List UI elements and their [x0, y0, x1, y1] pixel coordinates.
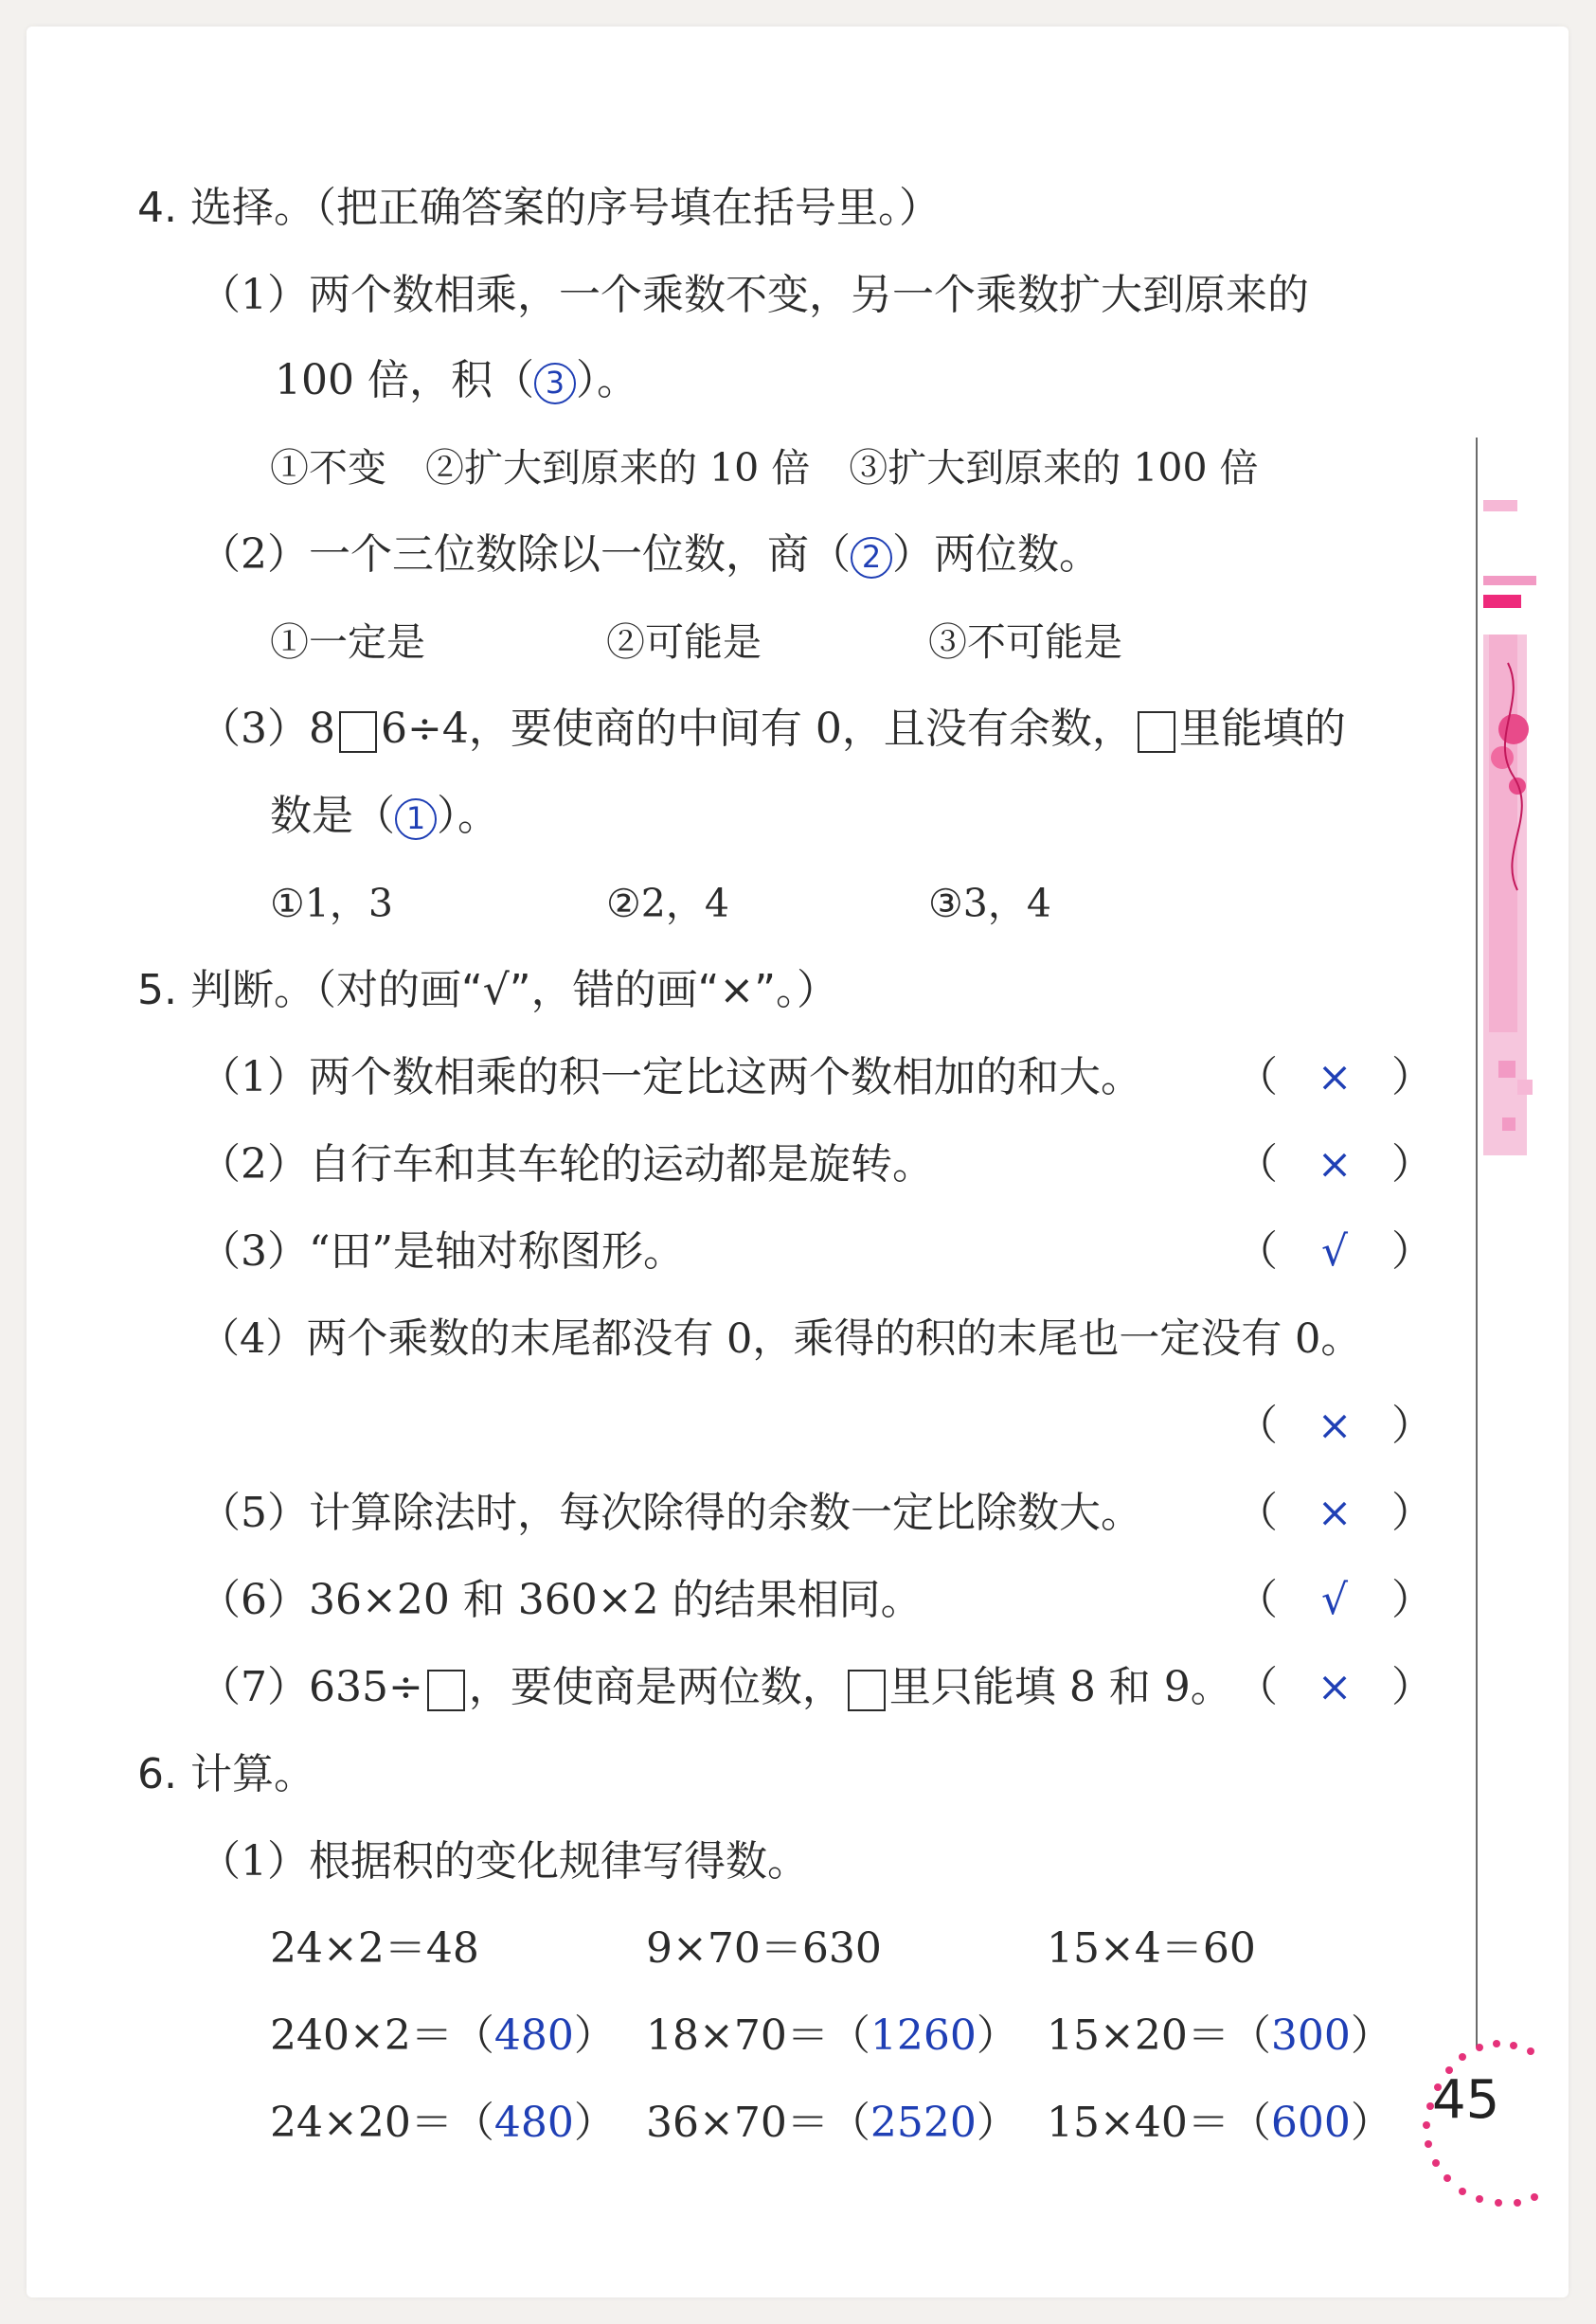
q5-answer-6 [1236, 1572, 1433, 1629]
calc-3-2 [1047, 2008, 1392, 2065]
calc-3-1: 15×4＝60 [1047, 1924, 1256, 1973]
calc-answer: 480 [493, 2099, 574, 2147]
q5-answer-4 [1236, 1398, 1433, 1455]
q4-2-option-2: ②可能是 [606, 619, 762, 665]
q4-1-stem: 100 倍，积（ [275, 356, 534, 404]
calc-expr: 240×2＝（ [270, 2011, 494, 2060]
q5-item-7-c: 里只能填 8 和 9。 [888, 1663, 1232, 1711]
q4-3-line2 [270, 788, 499, 845]
q4-3-answer: 1 [395, 798, 437, 840]
paren-close: ） [1350, 2011, 1392, 2060]
q5-answer-3 [1236, 1224, 1433, 1280]
q5-answer-1 [1236, 1049, 1433, 1106]
paren-close: ） [573, 2099, 616, 2147]
paren-close: ） [1391, 1140, 1433, 1189]
q4-3-option-3: ③3，4 [928, 881, 1051, 926]
q4-3-option-2: ②2，4 [606, 881, 729, 926]
calc-2-1: 9×70＝630 [646, 1924, 882, 1973]
paren-open: （ [1236, 1140, 1278, 1189]
calc-expr: 15×40＝（ [1047, 2099, 1271, 2147]
calc-3-3 [1047, 2095, 1392, 2152]
q4-3-stem-end: ）。 [437, 792, 499, 840]
q5-answer-5 [1236, 1485, 1433, 1542]
paren-close: ） [976, 2011, 1018, 2060]
paren-close: ） [1391, 1053, 1433, 1101]
q4-heading: 4. 选择。（把正确答案的序号填在括号里。） [137, 184, 941, 232]
q4-3-line1 [199, 701, 1346, 758]
paren-open: （ [1236, 1663, 1278, 1711]
q5-answer-2 [1236, 1136, 1433, 1193]
q4-2-line [199, 527, 1101, 583]
q5-item-4: （4）两个乘数的末尾都没有 0，乘得的积的末尾也一定没有 0。 [199, 1315, 1362, 1363]
q4-1-line1: （1）两个数相乘，一个乘数不变，另一个乘数扩大到原来的 [199, 271, 1309, 319]
q5-item-2: （2）自行车和其车轮的运动都是旋转。 [199, 1140, 934, 1189]
calc-expr: 36×70＝（ [646, 2099, 870, 2147]
q6-sub1: （1）根据积的变化规律写得数。 [199, 1837, 809, 1886]
answer-mark: × [1317, 1402, 1353, 1450]
calc-expr: 15×20＝（ [1047, 2011, 1271, 2060]
calc-answer: 300 [1270, 2011, 1351, 2060]
calc-2-3 [646, 2095, 1018, 2152]
calc-1-3 [270, 2095, 616, 2152]
q4-1-answer: 3 [534, 363, 576, 404]
paren-close: ） [976, 2099, 1018, 2147]
q4-1-stem-end: ）。 [575, 356, 638, 404]
answer-mark: × [1317, 1489, 1353, 1537]
paren-close: ） [573, 2011, 616, 2060]
q4-1-line2 [275, 352, 638, 409]
q5-item-7-a: （7）635÷ [199, 1663, 423, 1711]
calc-answer: 1260 [870, 2011, 977, 2060]
q4-3-stem-c: 里能填的 [1178, 705, 1346, 753]
q4-3-stem-d: 数是（ [270, 792, 395, 840]
q4-2-option-1: ①一定是 [270, 619, 425, 665]
paren-close: ） [1391, 1576, 1433, 1624]
paren-close: ） [1391, 1402, 1433, 1450]
calc-2-2 [646, 2008, 1018, 2065]
paren-close: ） [1350, 2099, 1392, 2147]
blank-box [427, 1670, 465, 1711]
paren-open: （ [1236, 1053, 1278, 1101]
calc-expr: 24×20＝（ [270, 2099, 494, 2147]
q5-item-1: （1）两个数相乘的积一定比这两个数相加的和大。 [199, 1053, 1142, 1101]
answer-mark: × [1317, 1663, 1353, 1711]
paren-open: （ [1236, 1227, 1278, 1276]
calc-1-1: 24×2＝48 [270, 1924, 479, 1973]
paren-close: ） [1391, 1227, 1433, 1276]
q5-heading: 5. 判断。（对的画“√”，错的画“×”。） [137, 966, 839, 1014]
q4-2-stem-end: ）两位数。 [892, 530, 1101, 579]
q4-2-option-3: ③不可能是 [928, 619, 1122, 665]
q4-3-stem-a: （3）8 [199, 705, 335, 753]
calc-answer: 2520 [870, 2099, 977, 2147]
calc-1-2 [270, 2008, 616, 2065]
margin-rule [1476, 438, 1478, 2047]
paren-open: （ [1236, 1402, 1278, 1450]
floral-margin-decoration [1479, 492, 1536, 1155]
page-number: 45 [1432, 2069, 1500, 2131]
paren-close: ） [1391, 1489, 1433, 1537]
paren-open: （ [1236, 1489, 1278, 1537]
q4-3-option-1: ①1，3 [270, 881, 393, 926]
q5-item-5: （5）计算除法时，每次除得的余数一定比除数大。 [199, 1489, 1142, 1537]
calc-answer: 480 [493, 2011, 574, 2060]
q4-2-answer: 2 [851, 537, 892, 579]
blank-box [848, 1670, 886, 1711]
blank-box [1138, 711, 1175, 753]
q5-item-3: （3）“田”是轴对称图形。 [199, 1227, 685, 1276]
answer-mark: × [1317, 1140, 1353, 1189]
calc-expr: 18×70＝（ [646, 2011, 870, 2060]
q4-1-options: ①不变 ②扩大到原来的 10 倍 ③扩大到原来的 100 倍 [270, 445, 1259, 491]
paren-close: ） [1391, 1663, 1433, 1711]
q5-item-6: （6）36×20 和 360×2 的结果相同。 [199, 1576, 923, 1624]
answer-mark: × [1317, 1053, 1353, 1101]
blank-box [339, 711, 377, 753]
q5-answer-7 [1236, 1659, 1433, 1716]
q6-heading: 6. 计算。 [137, 1750, 315, 1798]
paren-open: （ [1236, 1576, 1278, 1624]
q5-item-7-b: ，要使商是两位数， [468, 1663, 844, 1711]
q4-3-stem-b: 6÷4，要使商的中间有 0，且没有余数， [381, 705, 1134, 753]
answer-mark: √ [1320, 1227, 1349, 1276]
calc-answer: 600 [1270, 2099, 1351, 2147]
q4-2-stem: （2）一个三位数除以一位数，商（ [199, 530, 851, 579]
q5-item-7 [199, 1659, 1232, 1716]
answer-mark: √ [1320, 1576, 1349, 1624]
